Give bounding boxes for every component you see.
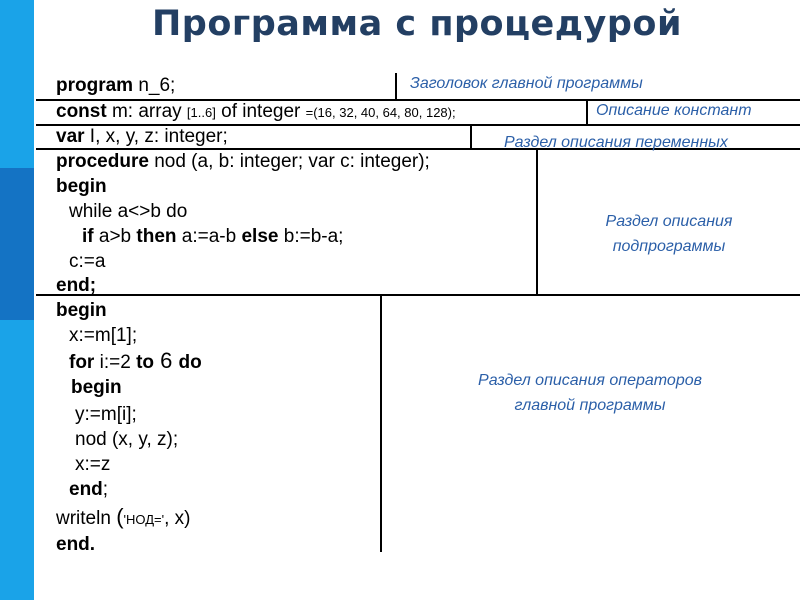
code-line-assign-y: y:=m[i]; [75,404,137,425]
writeln-args: , x) [164,508,191,529]
label-subprogram-line1: Раздел описания [605,213,733,230]
code-line-assign-x: x:=m[1]; [69,325,138,346]
keyword-var: var [56,126,85,147]
divider-v-main [380,296,382,552]
code-line-while: while a<>b do [69,201,188,222]
then-branch: a:=a-b [176,226,242,247]
divider-v-var [470,126,472,148]
code-line-nod-call: nod (x, y, z); [75,429,179,450]
label-subprogram [540,209,798,259]
keyword-if: if [82,226,94,247]
keyword-else: else [241,226,279,247]
keyword-procedure: procedure [56,151,149,172]
code-line-end-loop [69,479,108,501]
page-title: Программа с процедурой [152,4,682,44]
var-decl: I, x, y, z: integer; [84,126,228,147]
code-line-const [56,101,456,124]
code-line-program [56,75,175,97]
keyword-do: do [178,352,202,373]
keyword-for: for [69,352,95,373]
code-line-begin-proc: begin [56,176,107,197]
else-branch: b:=b-a; [278,226,344,247]
const-decl: m: array [106,101,187,122]
divider-v-header [395,73,397,99]
code-line-writeln [56,506,190,531]
program-name: n_6; [133,75,176,96]
array-range: [1..6] [186,105,216,120]
code-line-end-proc: end; [56,275,97,296]
label-subprogram-line2: подпрограммы [612,238,726,255]
array-values: =(16, 32, 40, 64, 80, 128); [305,105,456,120]
code-line-var [56,126,228,148]
procedure-signature: nod (a, b: integer; var c: integer); [148,151,430,172]
code-line-procedure [56,151,430,173]
divider-v-procedure [536,150,538,295]
label-operators-line1: Раздел описания операторов [478,372,702,389]
writeln-paren: ( [116,504,124,529]
label-header: Заголовок главной программы [410,75,643,92]
keyword-program: program [56,75,134,96]
code-line-end-program: end. [56,534,96,555]
label-variables: Раздел описания переменных [504,134,728,151]
end-semicolon: ; [102,479,109,500]
keyword-end: end [69,479,103,500]
divider-v-const [586,101,588,125]
code-line-for [69,350,202,374]
code-line-assign-xz: x:=z [75,454,111,475]
keyword-to: to [136,352,154,373]
label-operators [384,368,796,418]
code-line-assign-c: c:=a [69,251,106,272]
code-line-if [82,226,343,248]
divider-procedure [36,294,800,296]
for-limit: 6 [154,348,179,373]
keyword-const: const [56,101,107,122]
keyword-then: then [136,226,177,247]
for-init: i:=2 [94,352,137,373]
code-line-begin-loop: begin [71,377,122,398]
array-type: of integer [215,101,306,122]
code-line-begin-main: begin [56,300,107,321]
writeln-call: writeln [56,508,117,529]
if-condition: a>b [93,226,137,247]
sidebar-accent [0,168,34,320]
label-operators-line2: главной программы [514,397,666,414]
writeln-string: 'НОД=' [123,512,165,527]
label-constants: Описание констант [596,102,752,119]
